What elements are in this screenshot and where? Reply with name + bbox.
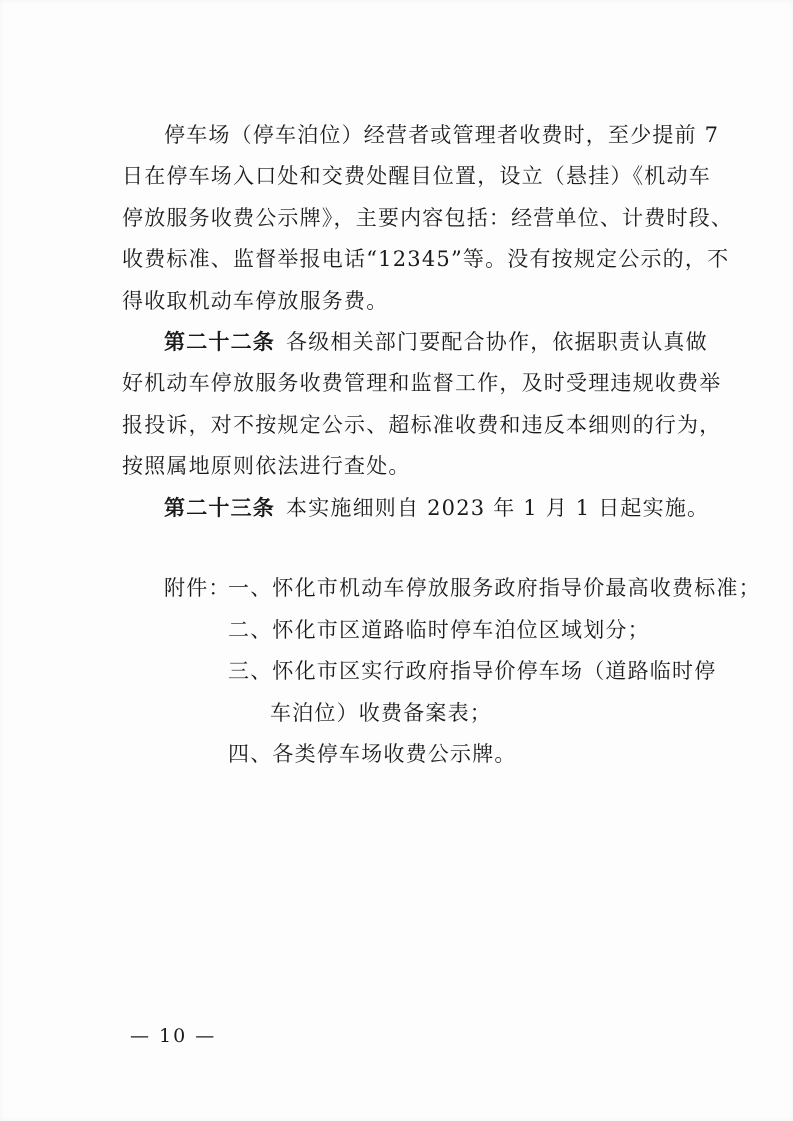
article23-heading: 第二十三条 — [164, 495, 275, 520]
para1-line-5: 得收取机动车停放服务费。 — [122, 289, 389, 313]
attachment-item-2: 二、怀化市区道路临时停车泊位区域划分； — [228, 618, 650, 642]
article22-line-4: 按照属地原则依法进行查处。 — [122, 454, 411, 478]
para1-line-4: 收费标准、监督举报电话“12345”等。没有按规定公示的，不 — [122, 247, 730, 271]
para1-line-3: 停放服务收费公示牌》，主要内容包括：经营单位、计费时段、 — [122, 206, 734, 230]
article23-text: 本实施细则自 2023 年 1 月 1 日起实施。 — [286, 496, 710, 520]
attachment-item-4: 四、各类停车场收费公示牌。 — [228, 742, 517, 766]
article22-line-2: 好机动车停放服务收费管理和监督工作，及时受理违规收费举 — [122, 371, 722, 395]
page-number: — 10 — — [130, 1025, 217, 1047]
attachment-item-3-cont: 车泊位）收费备案表； — [270, 701, 492, 725]
attachment-item-3: 三、怀化市区实行政府指导价停车场（道路临时停 — [228, 659, 717, 683]
article22-heading: 第二十二条 — [164, 329, 275, 354]
para1-line-2: 日在停车场入口处和交费处醒目位置，设立（悬挂）《机动车 — [122, 164, 711, 188]
article22-line-3: 报投诉，对不按规定公示、超标准收费和违反本细则的行为， — [122, 413, 722, 437]
article22-line-1: 各级相关部门要配合协作，依据职责认真做 — [286, 330, 708, 354]
para1-line-1: 停车场（停车泊位）经营者或管理者收费时，至少提前 7 — [164, 123, 720, 147]
attachments-label: 附件： — [164, 576, 231, 600]
attachment-item-1: 一、怀化市机动车停放服务政府指导价最高收费标准； — [228, 576, 761, 600]
